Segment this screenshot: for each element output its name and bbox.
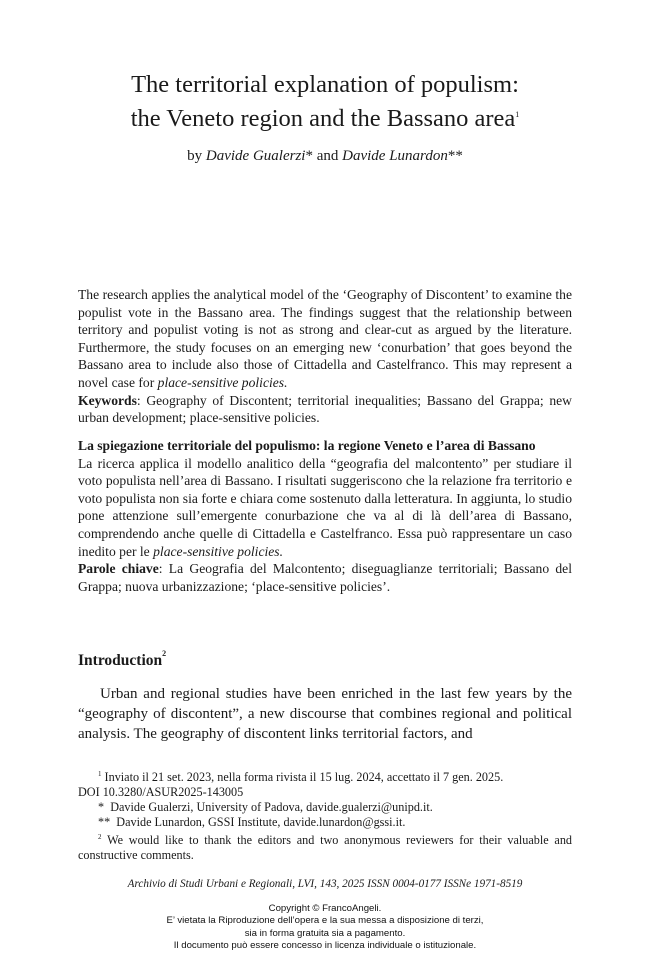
abstract-it-title: La spiegazione territoriale del populismo: la regione Veneto e l’area di Bassano [78, 438, 536, 453]
author-1: Davide Gualerzi [205, 148, 306, 164]
author-2-mark: ** [447, 148, 463, 164]
abstract-it-text: La ricerca applica il modello analitico della “geografia del malcontento” per studiare il voto populista nell’area di Bassano. I risultati suggeriscono che la relazione fra territorio e voto populista non sia forte e chiara come sostenuto dalla letteratura. In aggiunta, lo studio pone attenzione sull’emergente conurbazione che va al di là dell’area di Bassano, comprendendo anche quelle di Cittadella e Castelfranco. Essa può rappresentare un caso inedito per le [78, 455, 572, 559]
introduction-heading-text: Introduction [78, 652, 163, 669]
title-line-1: The territorial explanation of populism: [131, 71, 519, 98]
keywords-text: : Geography of Discontent; territorial inequalities; Bassano del Grappa; new urban development; place-sensitive policies. [78, 392, 572, 426]
copyright-line-1: Copyright © FrancoAngeli. [268, 903, 382, 914]
footnote-2-text: We would like to thank the editors and two anonymous reviewers for their valuable and constructive comments. [78, 832, 573, 862]
footnote-doi: DOI 10.3280/ASUR2025-143005 [78, 784, 244, 799]
title-line-2-text: the Veneto region and the Bassano area [130, 105, 516, 132]
copyright-line-4: Il documento può essere concesso in licenza individuale o istituzionale. [173, 940, 477, 952]
byline [60, 146, 590, 166]
footnote-author-1-mark: * [98, 799, 105, 814]
footnote-author-1 [78, 800, 572, 815]
copyright-notice [60, 903, 590, 953]
footnote-author-2 [78, 815, 572, 830]
footnote-author-1-text: Davide Gualerzi, University of Padova, davide.gualerzi@unipd.it. [110, 799, 433, 814]
author-2: Davide Lunardon [342, 148, 448, 164]
section-heading-introduction [78, 644, 166, 671]
footnote-2 [78, 830, 572, 863]
copyright-line-2: E’ vietata la Riproduzione dell’opera e la sua messa a disposizione di terzi, [166, 915, 484, 927]
introduction-body [78, 684, 572, 744]
introduction-paragraph: Urban and regional studies have been enriched in the last few years by the “geography of discontent”, a new discourse that combines regional and political analysis. The geography of discontent links territorial factors, and [78, 686, 572, 742]
abstract-en-italic: place-sensitive policies. [157, 374, 288, 390]
footnote-1 [78, 767, 572, 785]
footnote-author-2-text: Davide Lunardon, GSSI Institute, davide.lunardon@gssi.it. [116, 814, 406, 829]
abstract-en-text: The research applies the analytical model of the ‘Geography of Discontent’ to examine the populist vote in the Bassano area. The findings suggest that the relationship between territory and populist voting is not as strong and clear-cut as argued by the literature. Furthermore, the study focuses on an emerging new ‘conurbation’ that goes beyond the Bassano area to include also those of Cittadella and Castelfranco. This may represent a novel case for [78, 287, 572, 390]
parole-chiave-label: Parole chiave [78, 561, 159, 577]
article-title [60, 70, 590, 134]
byline-and: and [316, 148, 339, 164]
title-footnote-marker: 1 [515, 110, 520, 119]
abstract-english [78, 286, 572, 427]
footnote-2-marker: 2 [98, 832, 102, 841]
footnote-author-2-mark: ** [98, 814, 111, 829]
copyright-line-3: sia in forma gratuita sia a pagamento. [244, 927, 406, 939]
author-1-mark: * [305, 148, 313, 164]
keywords-label: Keywords [78, 392, 137, 408]
abstract-it-italic: place-sensitive policies. [153, 543, 283, 559]
journal-reference: Archivio di Studi Urbani e Regionali, LVI, 143, 2025 ISSN 0004-0177 ISSNe 1971-8519 [127, 878, 523, 890]
abstract-italian [78, 437, 572, 595]
footnotes [78, 767, 572, 862]
footnote-1-text: Inviato il 21 set. 2023, nella forma rivista il 15 lug. 2024, accettato il 7 gen. 2025. [104, 770, 504, 784]
footnote-1-marker: 1 [98, 770, 102, 778]
parole-chiave-text: : La Geografia del Malcontento; diseguaglianze territoriali; Bassano del Grappa; nuova urbanizzazione; ‘place-sensitive policies’. [78, 561, 572, 594]
byline-by: by [187, 148, 203, 164]
title-line-2 [60, 100, 590, 134]
introduction-footnote-marker: 2 [162, 649, 167, 658]
